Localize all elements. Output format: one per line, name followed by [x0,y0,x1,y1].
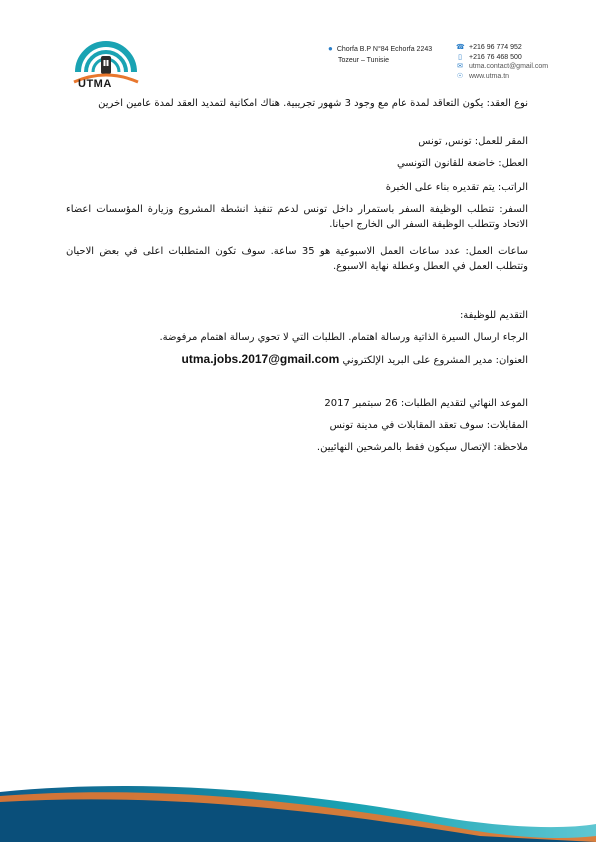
logo-text: UTMA [78,78,112,90]
footer-wave [0,772,596,842]
address-line2: Tozeur – Tunisie [338,57,389,64]
work-hours: ساعات العمل: عدد ساعات العمل الاسبوعية هو 35 ساعة. سوف تكون المتطلبات اعلى في بعض الاحيان وتتطلب العمل في العطل وعطلة نهاية الاسبوع. [66,246,528,272]
contract-type: نوع العقد: يكون التعاقد لمدة عام مع وجود 3 شهور تجريبية. هناك امكانية لتمديد العقد لمدة عامين اخرين [98,98,528,109]
note: ملاحظة: الإتصال سيكون فقط بالمرشحين النهائيين. [316,442,528,453]
location-pin-icon: ● [328,44,333,53]
address-block [328,43,432,66]
travel: السفر: تتطلب الوظيفة السفر باستمرار داخل تونس لدعم تنفيذ انشطة المشروع وزيارة المؤسسات اعضاء الاتحاد وتتطلب الوظيفة السفر الى الخارج احيانا. [66,204,528,230]
globe-icon: ☉ [456,72,464,80]
salary: الراتب: يتم تقديره بناء على الخبرة [385,182,528,193]
phone2: +216 76 468 500 [469,53,522,61]
apply-text: الرجاء ارسال السيرة الذاتية ورسالة اهتمام. الطلبات التي لا تحوي رسالة اهتمام مرفوضة. [159,332,528,343]
interviews: المقابلات: سوف تعقد المقابلات في مدينة تونس [329,420,528,431]
address-label: العنوان: مدير المشروع على البريد الإلكتروني [342,355,528,366]
phone-icon: ☎ [456,44,465,51]
mobile-icon: ▯ [458,53,462,61]
contact-email[interactable]: utma.contact@gmail.com [469,63,549,70]
work-location: المقر للعمل: تونس, تونس [418,136,528,147]
address-line [66,352,528,368]
website[interactable]: www.utma.tn [469,72,510,80]
apply-title: التقديم للوظيفة: [459,310,528,321]
email-icon: ✉ [457,63,463,70]
contact-block [456,43,548,81]
deadline: الموعد النهائي لتقديم الطلبات: 26 سبتمبر 2017 [324,398,528,409]
holidays: العطل: خاضعة للقانون التونسي [396,158,528,169]
jobs-email-link[interactable]: utma.jobs.2017@gmail.com [181,352,340,366]
address-line1: Chorfa B.P N°84 Echorfa 2243 [336,46,433,53]
phone1: +216 96 774 952 [469,44,522,51]
